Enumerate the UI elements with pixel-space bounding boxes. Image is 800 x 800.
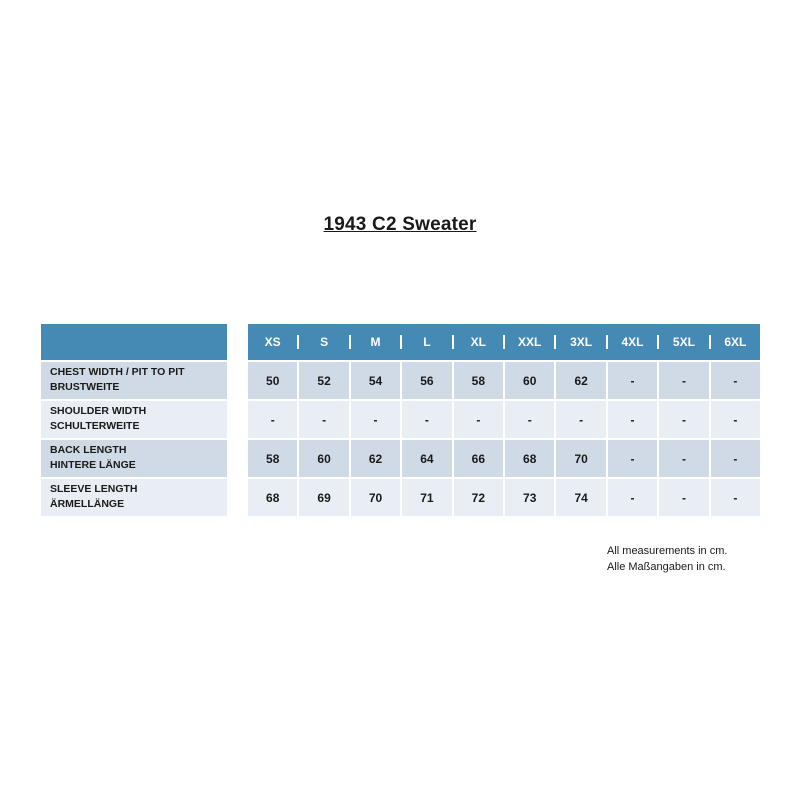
table-cell: 58 [452, 362, 503, 399]
row-label-back-length [41, 440, 227, 477]
table-cell: - [709, 362, 760, 399]
table-cell: - [400, 401, 451, 438]
size-header-cell: 6XL [709, 335, 760, 349]
size-header-cell: M [349, 335, 400, 349]
table-cell: - [606, 479, 657, 516]
row-label-de: HINTERE LÄNGE [50, 459, 136, 471]
table-cell: 50 [266, 373, 280, 388]
size-header-cell: 4XL [606, 335, 657, 349]
row-label-de: BRUSTWEITE [50, 381, 120, 393]
table-cell: - [606, 401, 657, 438]
table-cell: 71 [400, 479, 451, 516]
row-label-en: CHEST WIDTH / PIT TO PIT [50, 366, 185, 378]
table-cell: 64 [400, 440, 451, 477]
table-cell: 69 [297, 479, 348, 516]
table-cell: 58 [266, 451, 280, 466]
table-cell: - [709, 440, 760, 477]
table-cell: - [554, 401, 605, 438]
table-cell: - [270, 412, 275, 427]
table-cell: - [657, 362, 708, 399]
size-header-cell: XL [452, 335, 503, 349]
row-label-en: SLEEVE LENGTH [50, 483, 138, 495]
table-cell: - [657, 401, 708, 438]
table-cell: 52 [297, 362, 348, 399]
table-cell: 68 [266, 490, 280, 505]
table-row [248, 479, 760, 516]
table-cell: - [349, 401, 400, 438]
table-cell: 60 [297, 440, 348, 477]
row-label-en: SHOULDER WIDTH [50, 405, 147, 417]
size-table [248, 324, 760, 516]
row-label-de: ÄRMELLÄNGE [50, 498, 125, 510]
note-german: Alle Maßangaben in cm. [607, 561, 726, 573]
size-header-cell: L [400, 335, 451, 349]
table-cell: - [606, 440, 657, 477]
table-cell: 54 [349, 362, 400, 399]
table-row [248, 401, 760, 438]
table-cell: 73 [503, 479, 554, 516]
table-cell: - [503, 401, 554, 438]
table-row [248, 440, 760, 477]
table-cell: - [657, 440, 708, 477]
table-cell: 70 [554, 440, 605, 477]
table-cell: 62 [349, 440, 400, 477]
table-cell: - [297, 401, 348, 438]
table-cell: 68 [503, 440, 554, 477]
measurement-label-column [41, 324, 227, 516]
row-label-en: BACK LENGTH [50, 444, 127, 456]
size-header-row [248, 324, 760, 360]
table-cell: 74 [554, 479, 605, 516]
table-cell: - [657, 479, 708, 516]
table-cell: 70 [349, 479, 400, 516]
table-cell: - [452, 401, 503, 438]
table-cell: - [606, 362, 657, 399]
size-header-cell: XXL [503, 335, 554, 349]
table-cell: 66 [452, 440, 503, 477]
measurement-note [607, 543, 727, 575]
table-cell: - [709, 401, 760, 438]
size-header-cell: 5XL [657, 335, 708, 349]
note-english: All measurements in cm. [607, 545, 728, 557]
table-cell: - [709, 479, 760, 516]
size-header-cell: S [297, 335, 348, 349]
size-header-cell: 3XL [554, 335, 605, 349]
row-label-de: SCHULTERWEITE [50, 420, 140, 432]
table-cell: 56 [400, 362, 451, 399]
label-column-header [41, 324, 227, 360]
row-label-sleeve-length [41, 479, 227, 516]
table-row [248, 362, 760, 399]
table-cell: 60 [503, 362, 554, 399]
row-label-chest [41, 362, 227, 399]
row-label-shoulder [41, 401, 227, 438]
page-title: 1943 C2 Sweater [323, 214, 477, 235]
table-cell: 62 [554, 362, 605, 399]
table-cell: 72 [452, 479, 503, 516]
size-header-cell: XS [264, 335, 281, 349]
